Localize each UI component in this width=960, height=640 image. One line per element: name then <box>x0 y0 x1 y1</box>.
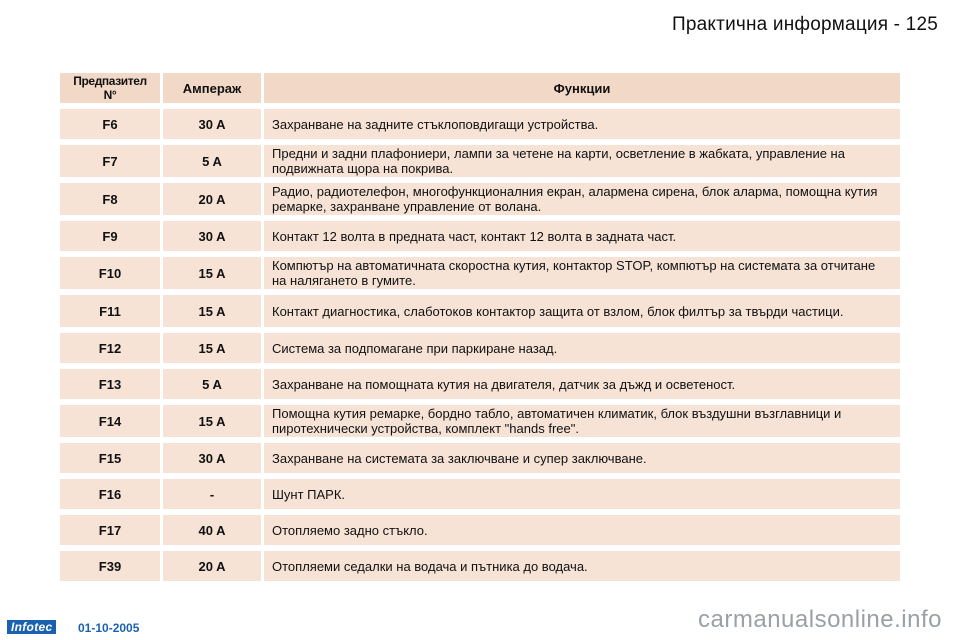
fuse-table <box>57 67 903 587</box>
table-row <box>60 145 900 177</box>
amperage-cell: 30 A <box>163 443 261 473</box>
table-row <box>60 295 900 327</box>
amperage-cell: 15 A <box>163 405 261 437</box>
function-cell: Предни и задни плафониери, лампи за четене на карти, осветление в жабката, управление на подвижната щора на покрива. <box>264 145 900 177</box>
table-row <box>60 333 900 363</box>
function-cell: Помощна кутия ремарке, бордно табло, автоматичен климатик, блок въздушни възглавници и пиротехнически устройства, комплект "hands free". <box>264 405 900 437</box>
fuse-cell: F16 <box>60 479 160 509</box>
table-row <box>60 221 900 251</box>
amperage-cell: 15 A <box>163 257 261 289</box>
amperage-cell: - <box>163 479 261 509</box>
fuse-cell: F13 <box>60 369 160 399</box>
fuse-cell: F8 <box>60 183 160 215</box>
amperage-cell: 40 A <box>163 515 261 545</box>
function-cell: Отопляеми седалки на водача и пътника до водача. <box>264 551 900 581</box>
fuse-cell: F6 <box>60 109 160 139</box>
fuse-cell: F7 <box>60 145 160 177</box>
function-cell: Система за подпомагане при паркиране назад. <box>264 333 900 363</box>
function-cell: Захранване на помощната кутия на двигателя, датчик за дъжд и осветеност. <box>264 369 900 399</box>
table-row <box>60 183 900 215</box>
function-cell: Контакт 12 волта в предната част, контакт 12 волта в задната част. <box>264 221 900 251</box>
fuse-cell: F15 <box>60 443 160 473</box>
table-row <box>60 369 900 399</box>
function-cell: Шунт ПАРК. <box>264 479 900 509</box>
table-row <box>60 479 900 509</box>
amperage-cell: 20 A <box>163 551 261 581</box>
fuse-cell: F17 <box>60 515 160 545</box>
amperage-cell: 15 A <box>163 333 261 363</box>
function-cell: Компютър на автоматичната скоростна кутия, контактор STOP, компютър на системата за отчитане на налягането в гумите. <box>264 257 900 289</box>
amperage-cell: 5 A <box>163 369 261 399</box>
fuse-cell: F10 <box>60 257 160 289</box>
table-row <box>60 109 900 139</box>
footer-date: 01-10-2005 <box>78 621 140 635</box>
function-cell: Радио, радиотелефон, многофункционалния екран, алармена сирена, блок аларма, помощна кутия ремарке, захранване управление от волана. <box>264 183 900 215</box>
function-cell: Контакт диагностика, слаботоков контактор защита от взлом, блок филтър за твърди частици. <box>264 295 900 327</box>
amperage-cell: 30 A <box>163 109 261 139</box>
watermark: carmanualsonline.info <box>698 606 942 633</box>
infotec-logo: Infotec <box>7 620 56 634</box>
function-cell: Захранване на системата за заключване и супер заключване. <box>264 443 900 473</box>
table-row <box>60 551 900 581</box>
fuse-cell: F12 <box>60 333 160 363</box>
table-row <box>60 257 900 289</box>
amperage-cell: 15 A <box>163 295 261 327</box>
fuse-cell: F11 <box>60 295 160 327</box>
fuse-cell: F39 <box>60 551 160 581</box>
table-row <box>60 443 900 473</box>
amperage-cell: 20 A <box>163 183 261 215</box>
function-cell: Захранване на задните стъклоповдигащи устройства. <box>264 109 900 139</box>
amperage-cell: 5 A <box>163 145 261 177</box>
column-header-amperage: Ампераж <box>163 73 261 103</box>
column-header-fuse: Предпазител N° <box>60 73 160 103</box>
amperage-cell: 30 A <box>163 221 261 251</box>
table-header-row <box>60 73 900 103</box>
fuse-cell: F14 <box>60 405 160 437</box>
table-row <box>60 405 900 437</box>
fuse-cell: F9 <box>60 221 160 251</box>
page-title: Практична информация - 125 <box>672 14 938 35</box>
table-row <box>60 515 900 545</box>
column-header-functions: Функции <box>264 73 900 103</box>
function-cell: Отопляемо задно стъкло. <box>264 515 900 545</box>
